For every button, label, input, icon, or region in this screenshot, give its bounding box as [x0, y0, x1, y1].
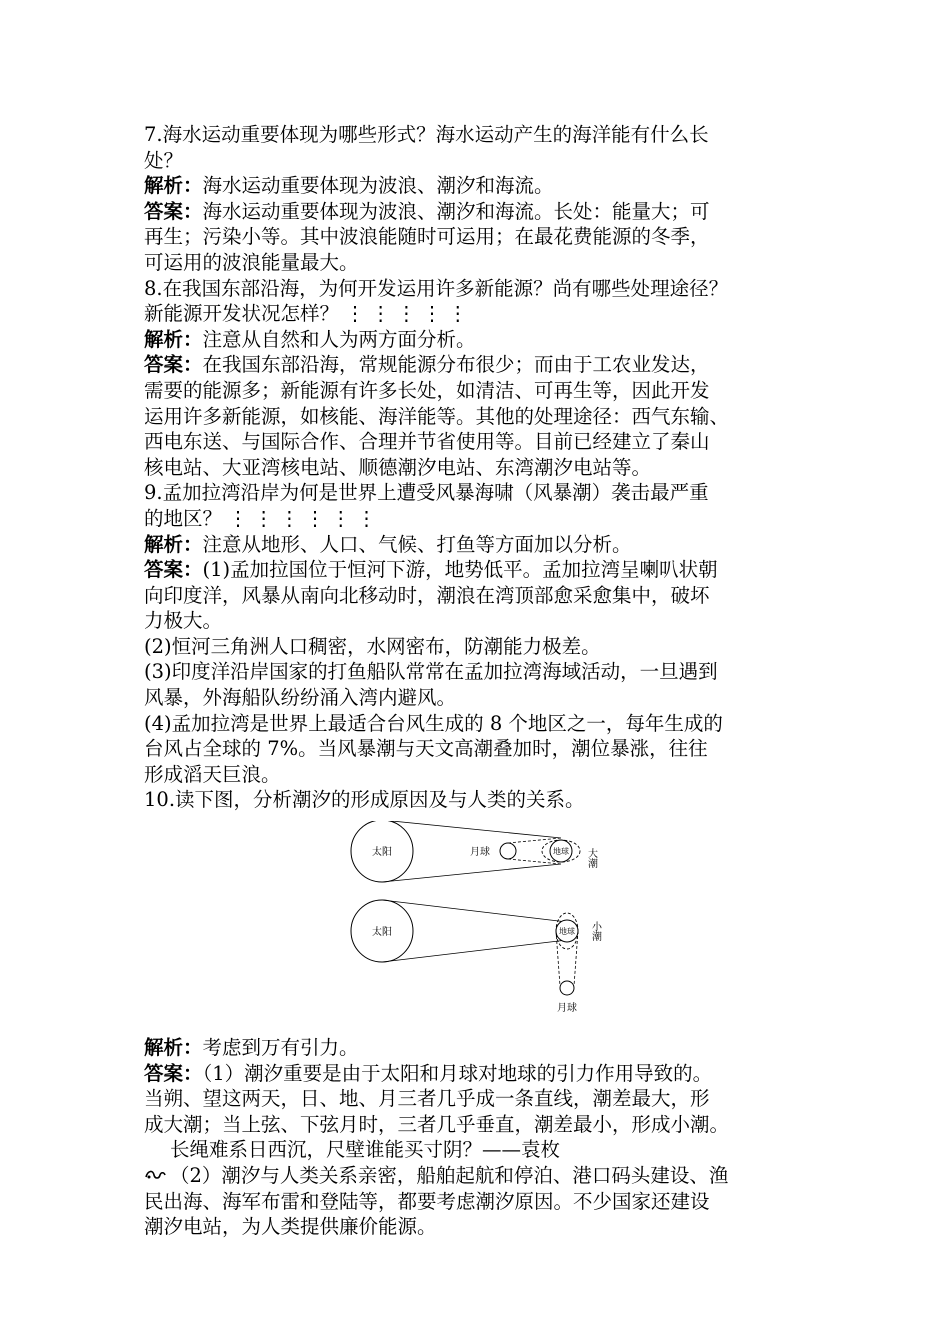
q8-answer-line-4: 西电东送、与国际合作、合理并节省使用等。目前已经建立了秦山 — [144, 430, 710, 454]
moon-earth-upper-dash — [508, 838, 561, 843]
earth-label-bottom: 地球 — [559, 927, 575, 937]
q8-answer-line-2: 需要的能源多；新能源有许多长处，如清洁、可再生等，因此开发 — [144, 378, 710, 402]
q10-answer-line-6: 潮汐电站，为人类提供廉价能源。 — [144, 1215, 437, 1239]
q7-answer-text-1: 海水运动重要体现为波浪、潮汐和海流。长处：能量大；可 — [202, 199, 710, 223]
analysis-label: 解析： — [144, 1036, 203, 1060]
q8-analysis-text: 注意从自然和人为两方面分析。 — [202, 327, 476, 351]
answer-label: 答案： — [144, 1061, 203, 1085]
moon-earth-lower-dash — [508, 859, 561, 864]
sun-earth-lower-line-2 — [382, 940, 567, 962]
q8-answer-line-3: 运用许多新能源，如核能、海洋能等。其他的处理途径：西气东输、 — [144, 404, 730, 428]
moon-circle-bottom — [560, 981, 574, 995]
spring-tide-figure — [351, 821, 598, 882]
sun-label-bottom: 太阳 — [372, 927, 392, 939]
swirl-ornament-icon — [144, 1163, 170, 1189]
answer-label: 答案： — [144, 199, 203, 223]
q7-analysis — [144, 173, 834, 199]
q8-answer-text-1: 在我国东部沿海，常规能源分布很少；而由于工农业发达， — [202, 353, 710, 377]
q9-answer-line-5: (3)印度洋沿岸国家的打鱼船队常常在孟加拉湾海域活动，一旦遇到 — [144, 660, 718, 684]
q10-answer-line-5: 民出海、海军布雷和登陆等，都要考虑潮汐原因。不少国家还建设 — [144, 1189, 710, 1213]
q9-answer-line-3: 力极大。 — [144, 609, 223, 633]
sun-earth-upper-line-2 — [382, 900, 567, 922]
q9-answer-line-6: 风暴，外海船队纷纷涌入湾内避风。 — [144, 686, 457, 710]
sun-label-top: 太阳 — [372, 847, 392, 859]
analysis-label: 解析： — [144, 532, 203, 556]
spring-tide-label: 大潮 — [585, 848, 597, 869]
q10-quote: 长绳难系日西沉，尺壁谁能买寸阴？——袁枚 — [170, 1138, 561, 1162]
moon-label-top: 月球 — [470, 847, 490, 859]
q7-title-line-1: 7.海水运动重要体现为哪些形式？海水运动产生的海洋能有什么长 — [144, 123, 709, 146]
q8-answer-line-5: 核电站、大亚湾核电站、顺德潮汐电站、东湾潮汐电站等。 — [144, 455, 652, 479]
moon-label-bottom: 月球 — [557, 1003, 577, 1015]
answer-label: 答案： — [144, 353, 203, 377]
q9-answer-line-2: 向印度洋，风暴从南向北移动时，潮浪在湾顶部愈采愈集中，破坏 — [144, 583, 710, 607]
q9-answer-line-4: (2)恒河三角洲人口稠密，水网密布，防潮能力极差。 — [144, 634, 601, 658]
q10-analysis-text: 考虑到万有引力。 — [202, 1036, 359, 1060]
q10-title: 10.读下图，分析潮汐的形成原因及与人类的关系。 — [144, 788, 585, 812]
q10-answer-line-1 — [144, 1061, 834, 1087]
q9-analysis — [144, 532, 834, 558]
q8-analysis — [144, 327, 834, 353]
q10-answer-text-4: （2）潮汐与人类关系亲密，船舶起航和停泊、港口码头建设、渔 — [170, 1164, 729, 1187]
answer-label: 答案： — [144, 558, 203, 582]
document-page — [144, 122, 834, 1240]
q8-title-line-1: 8.在我国东部沿海，为何开发运用许多新能源？尚有哪些处理途径？ — [144, 276, 729, 300]
earth-label-top: 地球 — [553, 847, 569, 857]
q9-answer-line-9: 形成滔天巨浪。 — [144, 762, 281, 786]
neap-tide-figure — [351, 900, 602, 1014]
q9-answer-line-1 — [144, 557, 834, 583]
q7-analysis-text: 海水运动重要体现为波浪、潮汐和海流。 — [202, 174, 554, 198]
q10-answer-line-4 — [144, 1163, 834, 1189]
q7-answer-line-3: 可运用的波浪能量最大。 — [144, 250, 359, 274]
q9-answer-line-7: (4)孟加拉湾是世界上最适合台风生成的 8 个地区之一，每年生成的 — [144, 711, 723, 735]
q10-answer-line-3: 成大潮；当上弦、下弦月时，三者几乎垂直，潮差最小，形成小潮。 — [144, 1112, 730, 1136]
q10-answer-text-1: （1）潮汐重要是由于太阳和月球对地球的引力作用导致的。 — [202, 1061, 713, 1085]
q9-title-line-2: 的地区？ ⋮ ⋮ ⋮ ⋮ ⋮ ⋮ — [144, 506, 377, 530]
neap-tide-label: 小潮 — [589, 921, 601, 942]
q8-answer-line-1 — [144, 352, 834, 378]
analysis-label: 解析： — [144, 174, 203, 198]
q10-analysis — [144, 1035, 834, 1061]
q9-answer-text-1: (1)孟加拉国位于恒河下游，地势低平。孟加拉湾呈喇叭状朝 — [202, 558, 718, 582]
moon-circle-top — [500, 843, 516, 859]
q10-answer-line-2: 当朔、望这两天，日、地、月三者几乎成一条直线，潮差最大，形 — [144, 1087, 710, 1111]
q7-answer-line-1 — [144, 199, 834, 225]
analysis-label: 解析： — [144, 327, 203, 351]
q8-title-line-2: 新能源开发状况怎样？ ⋮ ⋮ ⋮ ⋮ ⋮ — [144, 302, 468, 326]
tide-diagram — [349, 821, 609, 1031]
q9-answer-line-8: 台风占全球的 7%。当风暴潮与天文高潮叠加时，潮位暴涨，往往 — [144, 737, 708, 761]
q7-title-line-2: 处？ — [144, 148, 184, 172]
q7-answer-line-2: 再生；污染小等。其中波浪能随时可运用；在最花费能源的冬季， — [144, 225, 710, 249]
q9-title-line-1: 9.孟加拉湾沿岸为何是世界上遭受风暴海啸（风暴潮）袭击最严重 — [144, 481, 709, 505]
q9-analysis-text: 注意从地形、人口、气候、打鱼等方面加以分析。 — [202, 532, 632, 556]
